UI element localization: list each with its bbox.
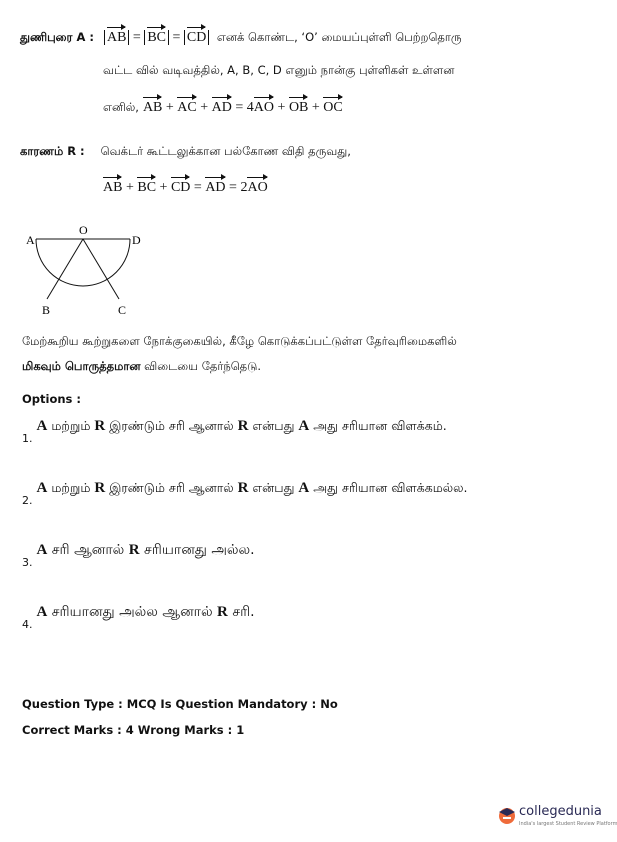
collegedunia-logo [497, 803, 617, 829]
option-4[interactable] [22, 603, 582, 631]
point-c-label: C [118, 303, 127, 317]
logo-name: collegedunia [519, 804, 602, 819]
option-3[interactable] [22, 541, 582, 569]
option-text: A மற்றும் R இரண்டும் சரி ஆனால் R என்பது A அது சரியான விளக்கம். [36, 418, 447, 434]
option-number: 2. [22, 494, 33, 507]
question-type-line: Question Type : MCQ Is Question Mandatory : No [22, 697, 338, 711]
semicircle-diagram [20, 222, 150, 322]
assertion-line-2: வட்ட வில் வடிவத்தில், A, B, C, D எனும் நான்கு புள்ளிகள் உள்ளன [103, 63, 455, 77]
option-1[interactable] [22, 417, 582, 445]
assertion-equation: AB + AC + AD = 4AO + OB + OC [142, 100, 343, 115]
options-heading: Options : [22, 392, 81, 406]
option-number: 3. [22, 556, 33, 569]
assertion-line-3: எனில், AB + AC + AD = 4AO + OB + OC [103, 100, 343, 115]
option-number: 1. [22, 432, 33, 445]
instruction-line-2: மிகவும் பொருத்தமான விடையை தேர்ந்தெடு. [22, 359, 262, 373]
assertion-label: துணிபுரை A : [20, 30, 94, 44]
option-text: A மற்றும் R இரண்டும் சரி ஆனால் R என்பது A அது சரியான விளக்கமல்ல. [36, 480, 468, 496]
instruction-line-1: மேற்கூறிய கூற்றுகளை நோக்குகையில், கீழே கொடுக்கப்பட்டுள்ள தேர்வுரிமைகளில் [22, 334, 457, 348]
reason-line-1 [20, 142, 351, 160]
point-b-label: B [42, 303, 51, 317]
graduate-cap-icon [497, 805, 517, 825]
point-d-label: D [132, 233, 141, 247]
semicircle-arc [36, 239, 130, 286]
radius-oc [83, 239, 119, 299]
reason-label: காரணம் R : [20, 144, 85, 158]
assertion-line-1 [20, 28, 580, 46]
logo-tagline: India's largest Student Review Platform [519, 821, 617, 827]
option-text: A சரியானது அல்ல ஆனால் R சரி. [36, 604, 255, 620]
point-o-label: O [79, 223, 88, 237]
option-text: A சரி ஆனால் R சரியானது அல்ல. [36, 542, 255, 558]
radius-ob [47, 239, 83, 299]
assertion-magnitudes: AB = BC = CD [104, 30, 213, 45]
option-2[interactable] [22, 479, 582, 507]
option-number: 4. [22, 618, 33, 631]
reason-text: வெக்டர் கூட்டலுக்கான பல்கோண விதி தருவது, [100, 144, 351, 158]
point-a-label: A [26, 233, 35, 247]
assertion-line1-text: எனக் கொண்ட, ‘O’ மையப்புள்ளி பெற்றதொரு [216, 30, 462, 44]
reason-equation: AB + BC + CD = AD = 2AO [103, 180, 268, 195]
marks-line: Correct Marks : 4 Wrong Marks : 1 [22, 723, 245, 737]
